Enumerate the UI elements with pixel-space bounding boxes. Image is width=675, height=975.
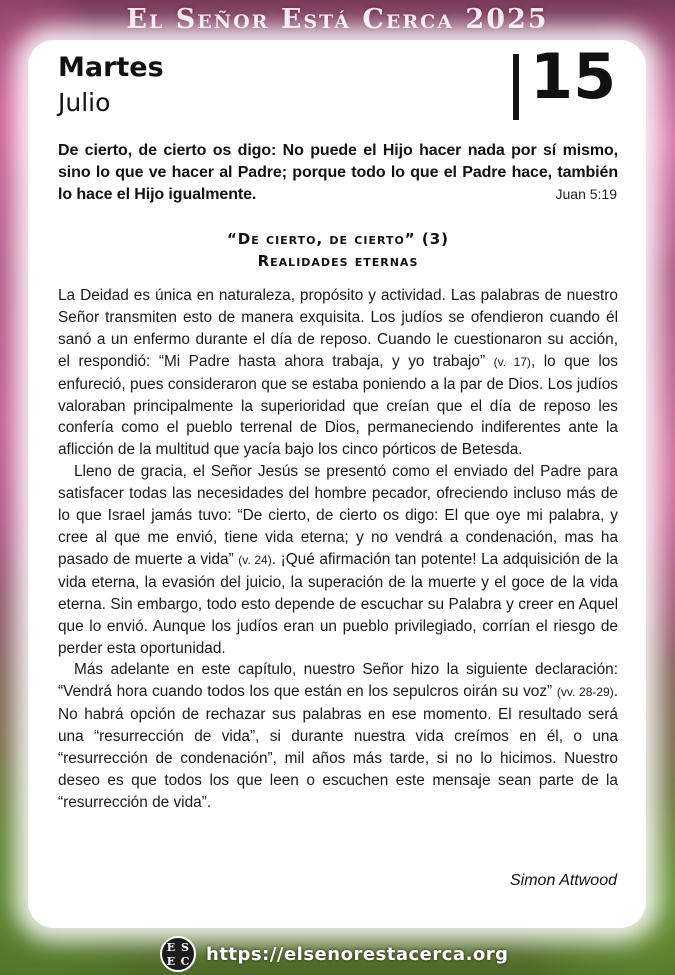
- logo-letter: S: [181, 941, 189, 954]
- scripture-ref: (v. 17): [493, 354, 531, 369]
- scripture-ref: (vv. 28-29): [556, 685, 614, 700]
- devotional-body: [58, 285, 618, 814]
- logo-letter: C: [180, 955, 190, 968]
- website-link[interactable]: https://elsenorestacerca.org: [206, 943, 509, 965]
- paragraph-text: . No habrá opción de rechazar sus palabras en ese momento. El resultado será una “resurrección de vida”, si durante nuestra vida creímos en él, o una “resurrección de condenación”, mil años más tarde, si no lo hicimos. Nuestro deseo es que todos los que leen o escuchen este mensaje sean parte de la “resurrección de vida”.: [58, 683, 618, 811]
- scripture-ref: (v. 24): [238, 552, 272, 567]
- day-number: 15: [530, 40, 617, 113]
- logo-letter: E: [166, 955, 176, 968]
- key-verse: De cierto, de cierto os digo: No puede el Hijo hacer nada por sí mismo, sino lo que ve hacer al Padre; porque todo lo que el Padre hace, también lo hace el Hijo igualmente.: [58, 142, 618, 203]
- paragraph: [58, 659, 618, 813]
- paragraph-text: , lo que los enfureció, pues consideraron que se estaba poniendo a la par de Dios. Los judíos valoraban principalmente la superioridad que creían que el día de reposo les confería como el pueblo terrenal de Dios, permaneciendo indiferentes ante la aflicción de la multitud que yacía bajo los cinco pórticos de Betesda.: [58, 352, 618, 459]
- paragraph-text: Más adelante en este capítulo, nuestro Señor hizo la siguiente declaración: “Vendrá hora cuando todos los que están en los sepulcros oirán su voz”: [58, 661, 618, 701]
- month: Julio: [58, 88, 111, 117]
- footer: [160, 936, 509, 972]
- date-divider: [513, 54, 519, 120]
- paragraph-text: La Deidad es única en naturaleza, propósito y actividad. Las palabras de nuestro Señor transmiten esto de manera exquisita. Los judíos se ofendieron cuando él sanó a un enfermo durante el día de reposo. Cuando le cuestionaron su acción, el respondió: “Mi Padre hasta ahora trabaja, y yo trabajo”: [58, 287, 618, 370]
- verse-reference: Juan 5:19: [555, 186, 617, 202]
- weekday: Martes: [58, 52, 164, 83]
- paragraph-text: Lleno de gracia, el Señor Jesús se presentó como el enviado del Padre para satisfacer todas las necesidades del hombre pecador, ofreciendo incluso más de lo que Israel jamás tuvo: “De cierto, de cierto os digo: El que oye mi palabra, y cree al que me envió, tiene vida eterna; y no vendrá a condenación, mas ha pasado de muerte a vida”: [58, 463, 618, 568]
- publication-title: El Señor Está Cerca 2025: [126, 4, 549, 35]
- topic-series: “De cierto, de cierto” (3): [226, 230, 450, 248]
- topic-heading: [58, 228, 618, 272]
- paragraph: [58, 285, 618, 461]
- logo-icon: [160, 936, 196, 972]
- paragraph-text: . ¡Qué afirmación tan potente! La adquisición de la vida eterna, la evasión del juicio, la superación de la muerte y el goce de la vida eterna. Sin embargo, todo esto depende de escuchar su Palabra y creer en Aquel que lo envió. Aunque los judíos eran un pueblo privilegiado, corrían el riesgo de perder esta oportunidad.: [58, 550, 619, 657]
- author-signature: Simon Attwood: [509, 872, 617, 889]
- paragraph: [58, 461, 618, 659]
- logo-letter: E: [166, 941, 176, 954]
- topic-title: Realidades eternas: [257, 252, 419, 270]
